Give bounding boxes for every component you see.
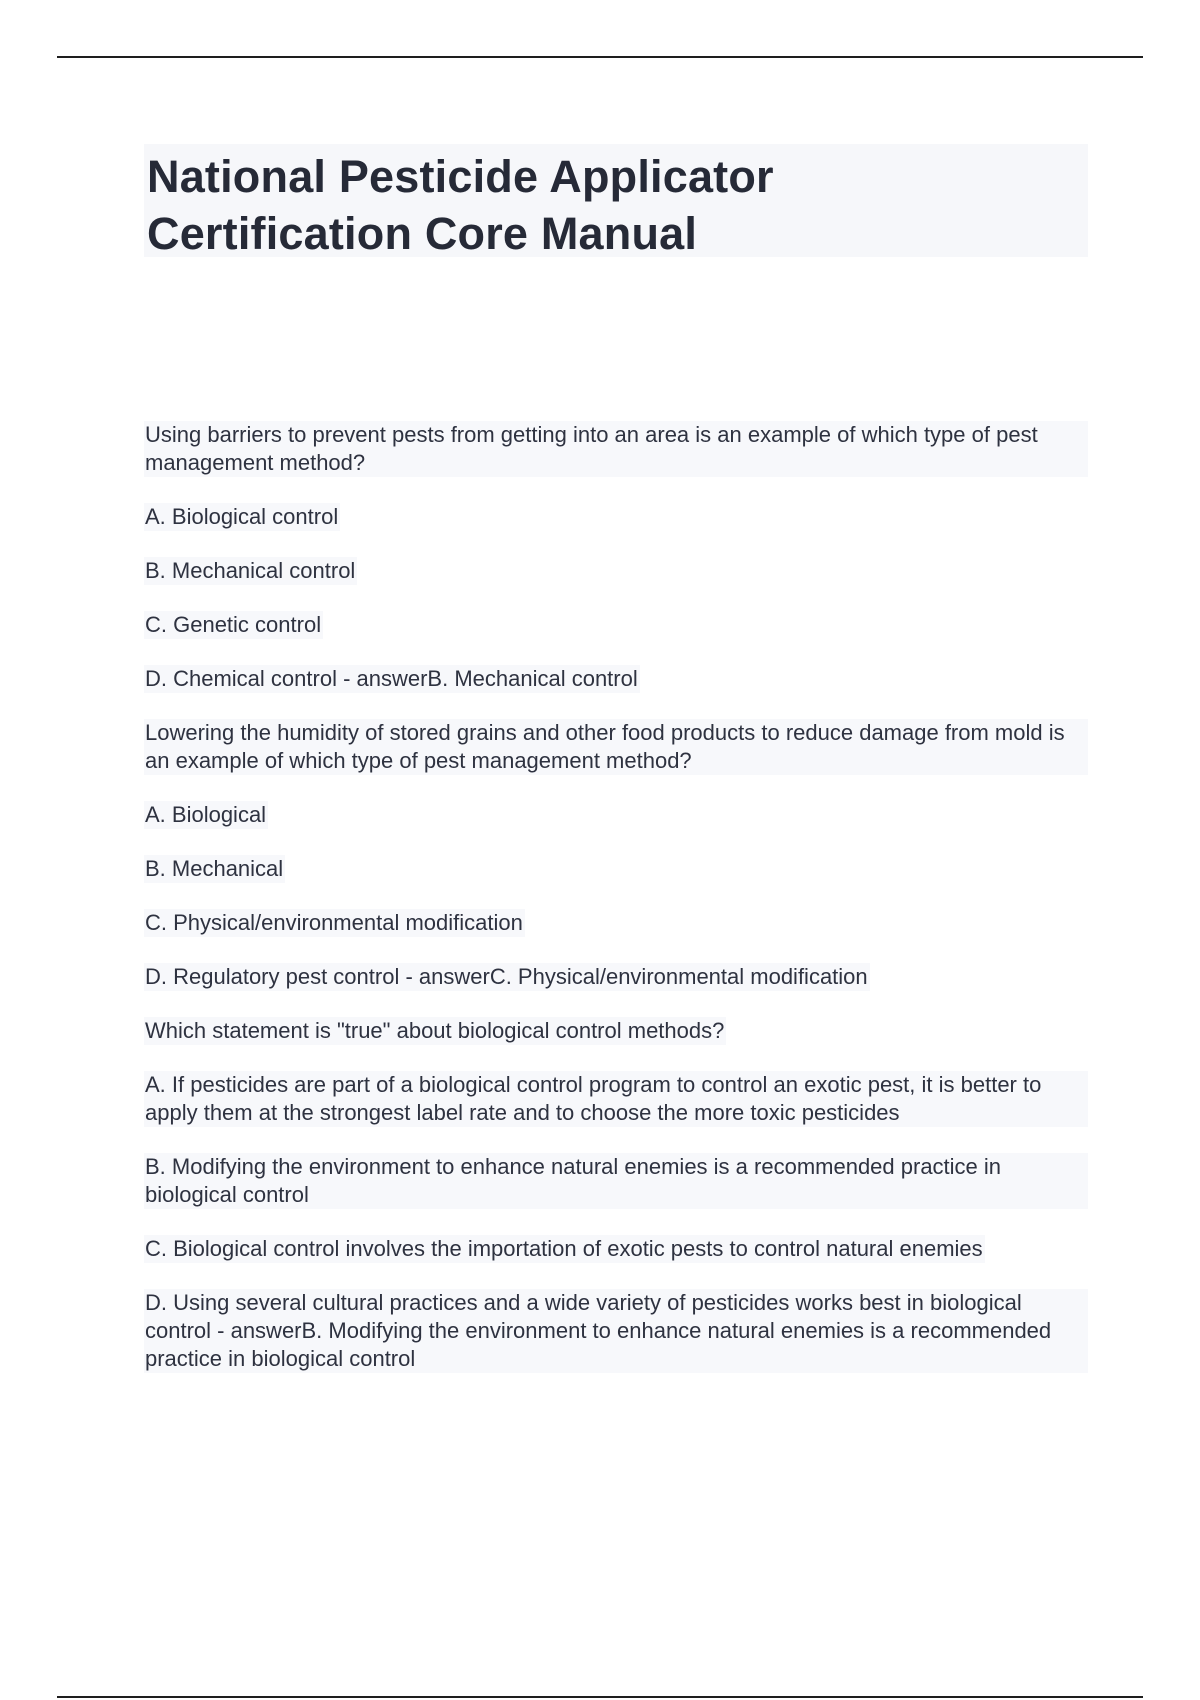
option-text: A. Biological control: [145, 504, 339, 529]
option: [144, 855, 1088, 883]
question-prompt: Using barriers to prevent pests from getting into an area is an example of which type of pest management method?: [144, 421, 1088, 477]
question-1: [144, 421, 1088, 477]
option: [144, 1153, 1088, 1209]
option-text: A. Biological: [145, 802, 267, 827]
option: [144, 503, 1088, 531]
option-text: A. If pesticides are part of a biological control program to control an exotic pest, it is better to apply them at the strongest label rate and to choose the more toxic pesticides: [144, 1071, 1088, 1127]
option: [144, 1071, 1088, 1127]
top-rule: [57, 56, 1143, 58]
title-block: [144, 144, 1088, 257]
bottom-rule: [57, 1696, 1143, 1698]
option-with-answer: [144, 1289, 1088, 1373]
title-line-2: Certification Core Manual: [147, 208, 698, 259]
option-text: D. Using several cultural practices and a wide variety of pesticides works best in biological control - answerB. Modifying the environment to enhance natural enemies is a recommended practice in biological control: [144, 1289, 1088, 1373]
question-list: [144, 421, 1088, 1399]
question-prompt: Lowering the humidity of stored grains and other food products to reduce damage from mold is an example of which type of pest management method?: [144, 719, 1088, 775]
option: [144, 557, 1088, 585]
option-text: C. Physical/environmental modification: [145, 910, 523, 935]
question-2: [144, 719, 1088, 775]
option: [144, 801, 1088, 829]
option-text: B. Mechanical control: [145, 558, 356, 583]
option-text: D. Regulatory pest control - answerC. Physical/environmental modification: [145, 964, 868, 989]
option-text: C. Biological control involves the importation of exotic pests to control natural enemies: [145, 1236, 983, 1261]
option-text: B. Modifying the environment to enhance natural enemies is a recommended practice in biological control: [144, 1153, 1088, 1209]
page-title: [144, 144, 1088, 262]
question-3: [144, 1017, 1088, 1045]
option: [144, 909, 1088, 937]
question-prompt: Which statement is "true" about biological control methods?: [145, 1018, 725, 1043]
title-line-1: National Pesticide Applicator: [147, 151, 774, 202]
option-with-answer: [144, 665, 1088, 693]
option-text: D. Chemical control - answerB. Mechanical control: [145, 666, 638, 691]
option-text: C. Genetic control: [145, 612, 322, 637]
option-text: B. Mechanical: [145, 856, 284, 881]
option: [144, 1235, 1088, 1263]
option: [144, 611, 1088, 639]
option-with-answer: [144, 963, 1088, 991]
